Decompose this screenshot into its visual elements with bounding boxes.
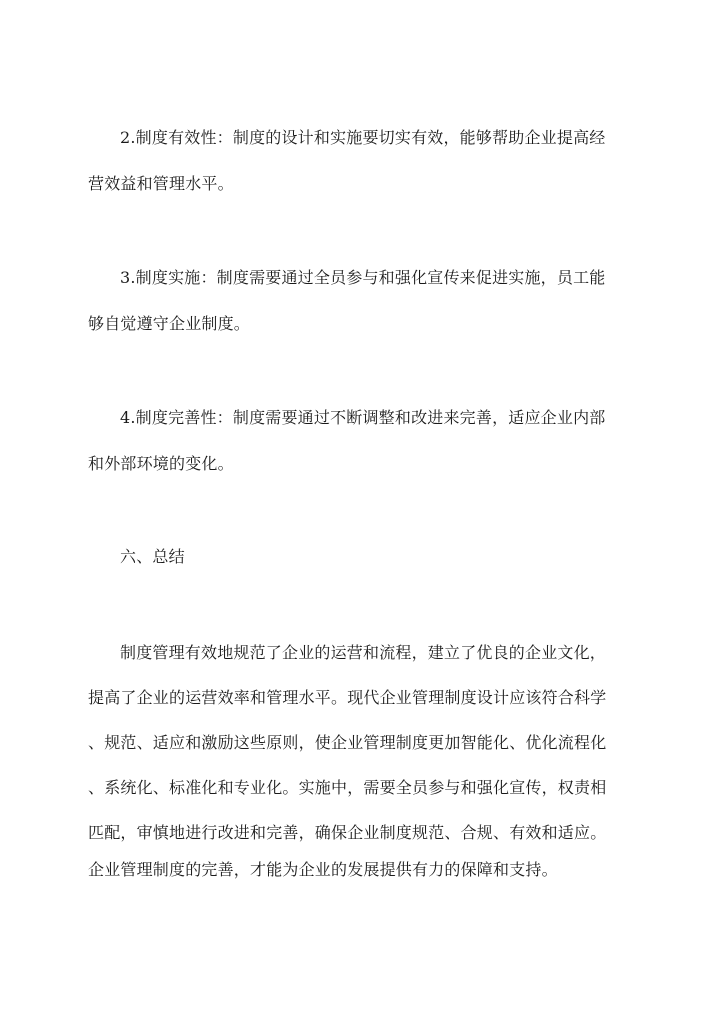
item-4-line-2: 和外部环境的变化。	[88, 454, 234, 473]
summary-line-4: 、系统化、标准化和专业化。实施中，需要全员参与和强化宣传，权责相	[88, 778, 607, 797]
summary-line-2: 提高了企业的运营效率和管理水平。现代企业管理制度设计应该符合科学	[88, 688, 607, 707]
summary-line-1: 制度管理有效地规范了企业的运营和流程，建立了优良的企业文化，	[120, 643, 607, 662]
item-4-line-1: 4.制度完善性：制度需要通过不断调整和改进来完善，适应企业内部	[120, 408, 606, 427]
item-3-line-1: 3.制度实施：制度需要通过全员参与和强化宣传来促进实施，员工能	[120, 268, 606, 287]
summary-line-3: 、规范、适应和激励这些原则，使企业管理制度更加智能化、优化流程化	[88, 733, 607, 752]
item-2-line-2: 营效益和管理水平。	[88, 174, 234, 193]
summary-line-6: 企业管理制度的完善，才能为企业的发展提供有力的保障和支持。	[88, 860, 558, 879]
item-2-line-1: 2.制度有效性：制度的设计和实施要切实有效，能够帮助企业提高经	[120, 128, 606, 147]
item-3-line-2: 够自觉遵守企业制度。	[88, 314, 251, 333]
section-heading: 六、总结	[120, 547, 185, 566]
summary-line-5: 匹配，审慎地进行改进和完善，确保企业制度规范、合规、有效和适应。	[88, 823, 607, 842]
